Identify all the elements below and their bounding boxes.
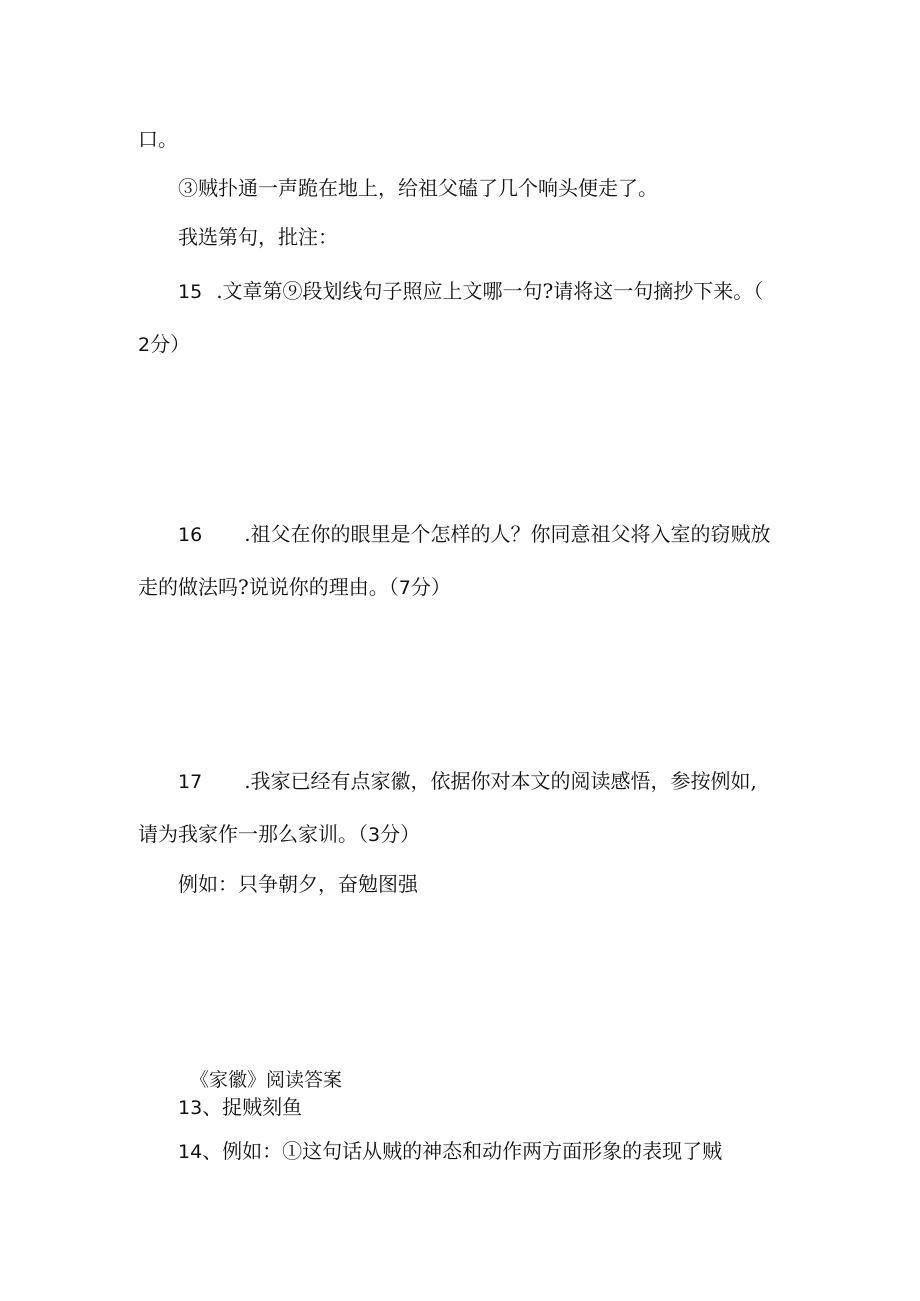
answer-number: 14	[178, 1141, 203, 1163]
answer-text: 、捉贼刻鱼	[202, 1095, 303, 1119]
question-16	[178, 521, 771, 548]
line-text: ③贼扑通一声跪在地上，给祖父磕了几个响头便走了。	[178, 176, 658, 200]
score-text: 分）	[380, 822, 421, 846]
text-line-1	[138, 126, 178, 152]
line-text: 口。	[138, 127, 178, 151]
answer-13	[178, 1094, 302, 1121]
question-17-line-2	[138, 821, 420, 848]
question-text: 走的做法吗?说说你的理由。（	[138, 575, 399, 599]
score-text: 分）	[410, 575, 451, 599]
score-number: 3	[368, 824, 381, 846]
answer-number: 13	[178, 1097, 203, 1119]
question-16-line-2	[138, 574, 451, 601]
score-number: 7	[398, 577, 411, 599]
question-text: .祖父在你的眼里是个怎样的人？你同意祖父将入室的窃贼放	[244, 522, 771, 546]
question-text: 请为我家作一那么家训。（	[138, 822, 368, 846]
example-text: 例如：只争朝夕，奋勉图强	[178, 872, 418, 896]
answer-14	[178, 1138, 722, 1165]
answers-title	[190, 1067, 342, 1093]
answers-title-text: 《家徽》阅读答案	[190, 1069, 343, 1091]
question-text: .我家已经有点家徽，依据你对本文的阅读感悟，参按例如,	[244, 769, 757, 793]
question-17-example	[178, 871, 418, 897]
question-number: 16	[178, 524, 203, 546]
question-15	[178, 278, 763, 305]
question-number: 15	[178, 281, 203, 303]
question-number: 17	[178, 771, 203, 793]
question-17	[178, 768, 757, 795]
text-line-2	[178, 175, 658, 201]
answer-text: 、例如：①这句话从贼的神态和动作两方面形象的表现了贼	[202, 1139, 723, 1163]
score-text: 分）	[150, 332, 191, 356]
question-15-score	[138, 331, 190, 358]
score-number: 2	[138, 334, 151, 356]
line-text: 我选第句，批注：	[178, 225, 338, 249]
text-line-3	[178, 224, 338, 250]
question-text: .文章第⑨段划线句子照应上文哪一句?请将这一句摘抄下来。（	[216, 279, 764, 303]
